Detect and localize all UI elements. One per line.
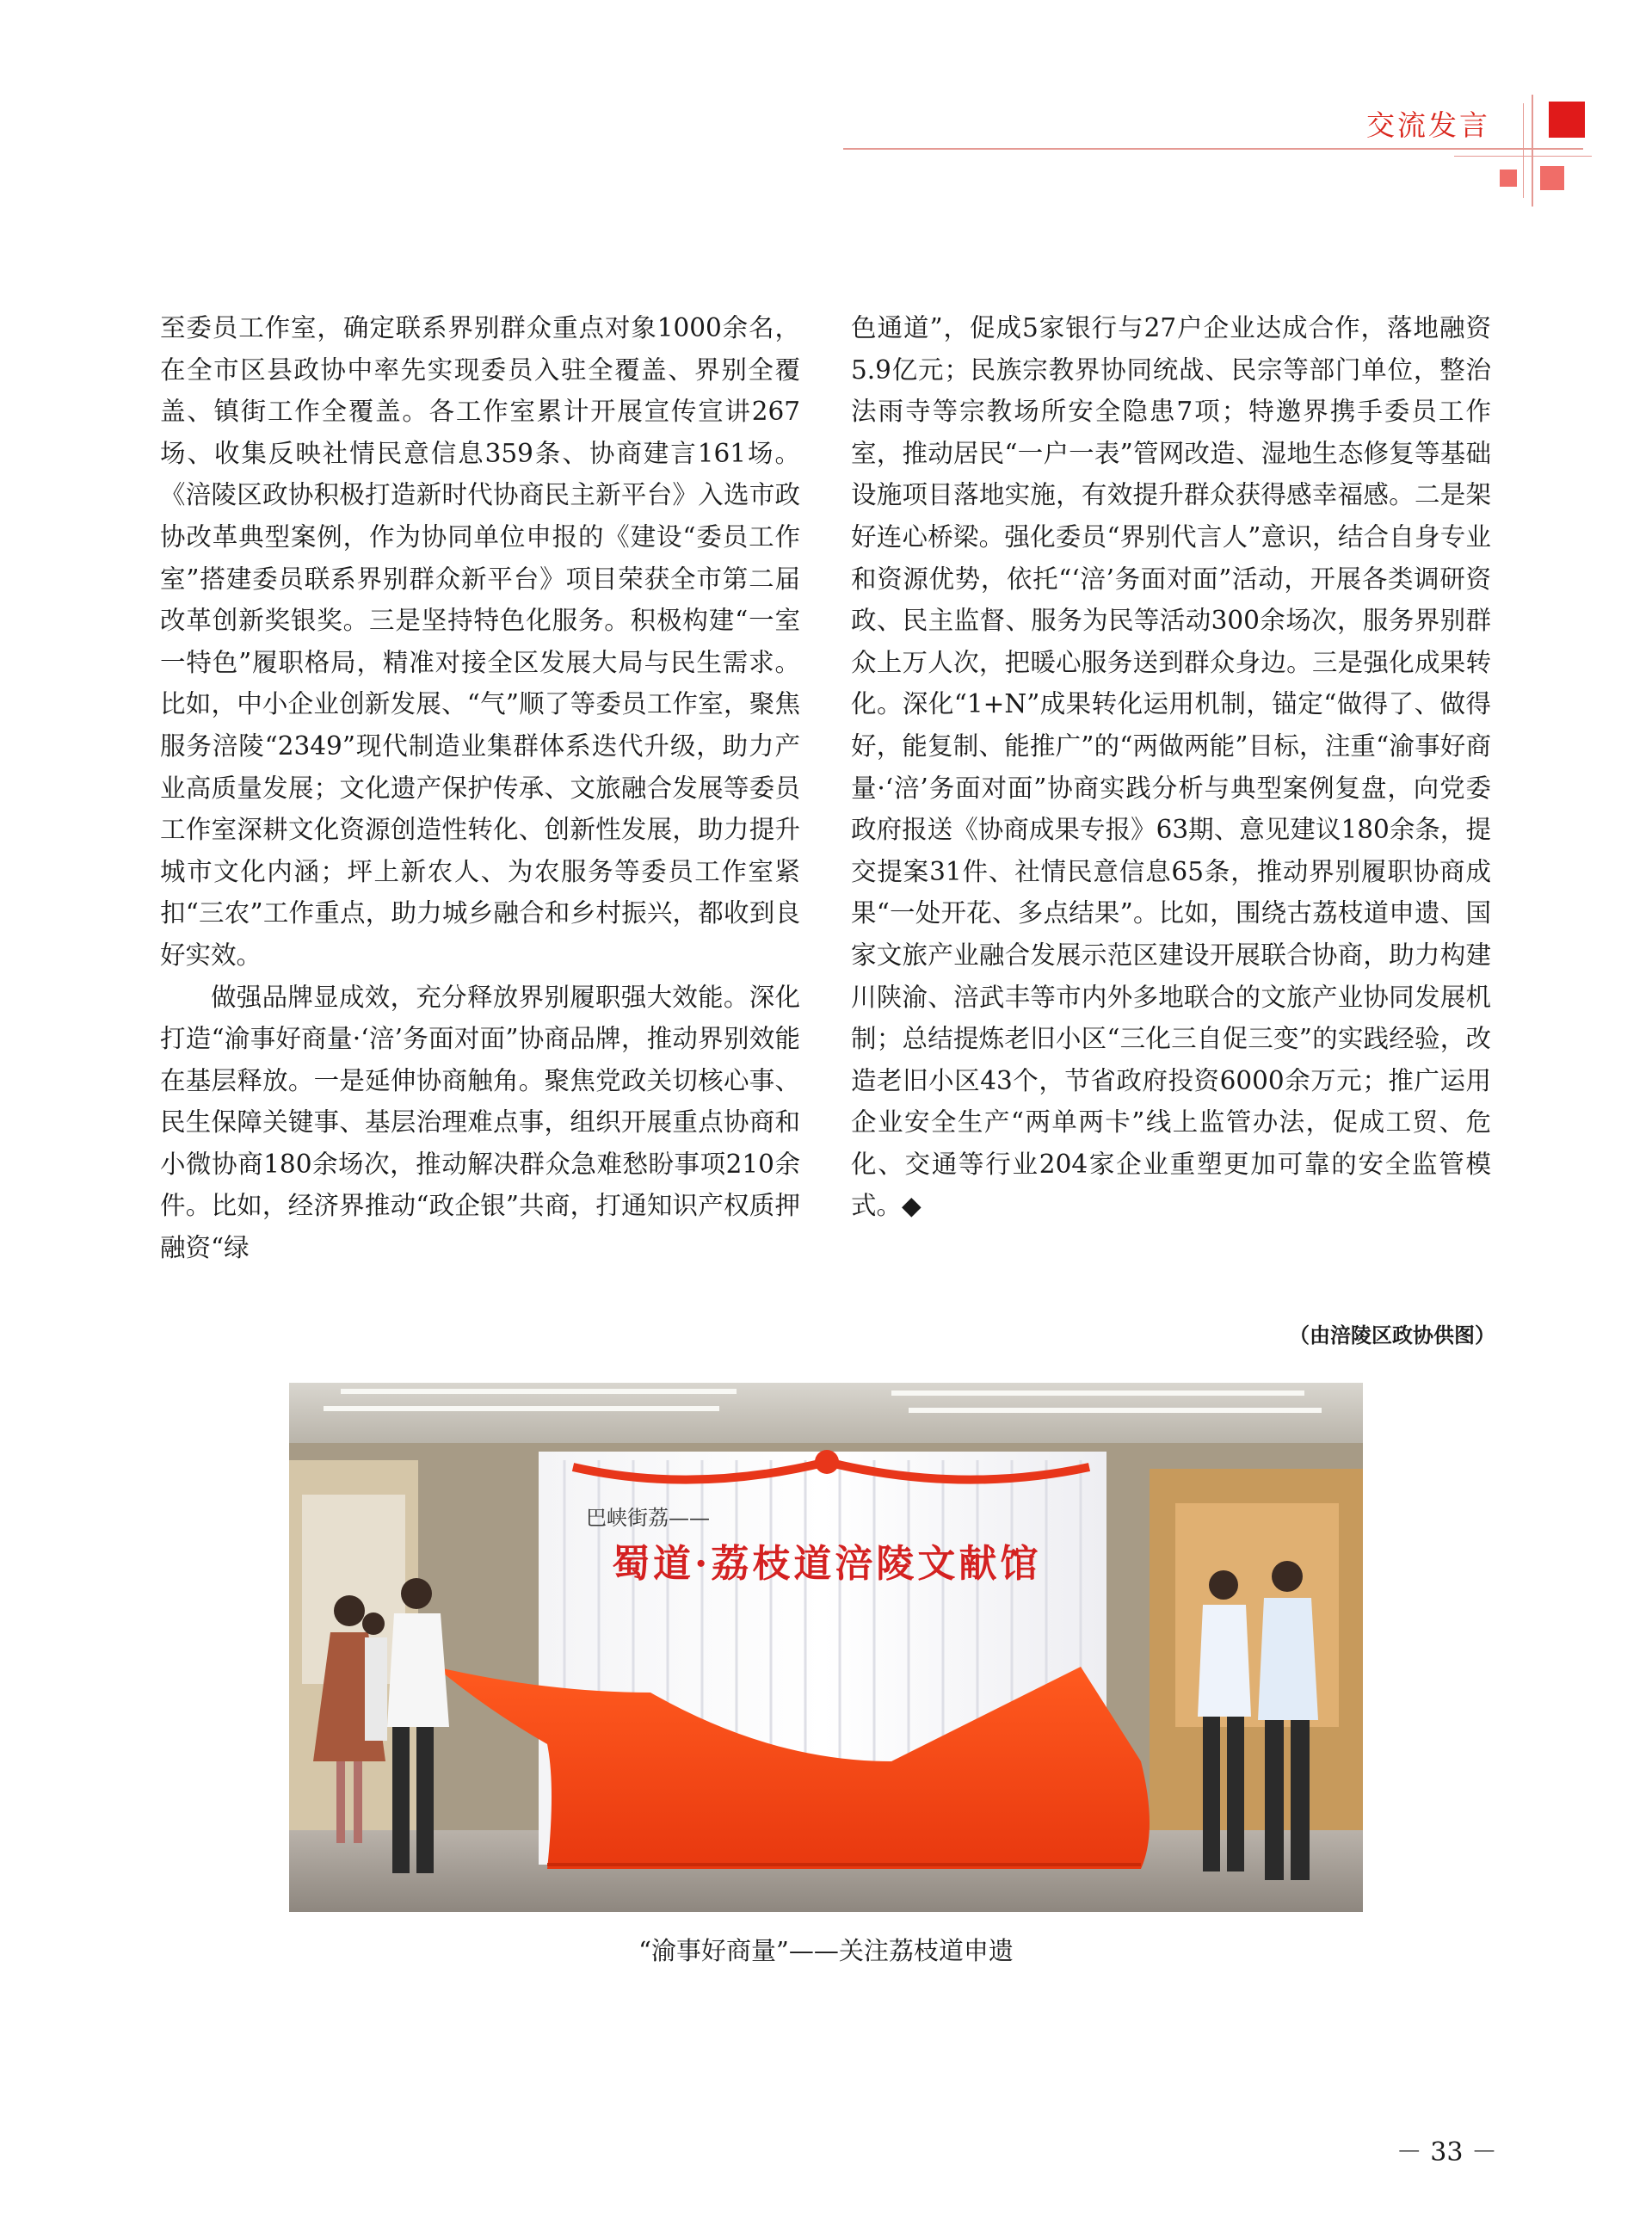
section-title: 交流发言 [1366, 108, 1490, 142]
paragraph: 做强品牌显成效，充分释放界别履职强大效能。深化打造“渝事好商量·‘涪’务面对面”协商品牌，推动界别效能在基层释放。一是延伸协商触角。聚焦党政关切核心事、民生保障关键事、基层治理难点事，组织开展重点协商和小微协商180余场次，推动解决群众急难愁盼事项210余件。比如，经济界推动“政企银”共商，打通知识产权质押融资“绿 [160, 982, 800, 1263]
header-vertical-rule [1532, 95, 1533, 207]
photo-caption: “渝事好商量”——关注荔枝道申遗 [638, 1936, 1014, 1965]
paragraph: 至委员工作室，确定联系界别群众重点对象1000余名，在全市区县政协中率先实现委员入驻全覆盖、界别全覆盖、镇街工作全覆盖。各工作室累计开展宣传宣讲267场、收集反映社情民意信息359条、协商建言161场。《涪陵区政协积极打造新时代协商民主新平台》入选市政协改革典型案例，作为协同单位申报的《建设“委员工作室”搭建委员联系界别群众新平台》项目荣获全市第二届改革创新奖银奖。三是坚持特色化服务。积极构建“一室一特色”履职格局，精准对接全区发展大局与民生需求。比如，中小企业创新发展、“气”顺了等委员工作室，聚焦服务涪陵“2349”现代制造业集群体系迭代升级，助力产业高质量发展；文化遗产保护传承、文旅融合发展等委员工作室深耕文化资源创造性转化、创新性发展，助力提升城市文化内涵；坪上新农人、为农服务等委员工作室紧扣“三农”工作重点，助力城乡融合和乡村振兴，都收到良好实效。 [160, 313, 800, 970]
sign-small-text: 巴峡街荔—— [586, 1506, 710, 1530]
header-small-square [1540, 166, 1564, 190]
paragraph: 色通道”，促成5家银行与27户企业达成合作，落地融资5.9亿元；民族宗教界协同统战、民宗等部门单位，整治法雨寺等宗教场所安全隐患7项；特邀界携手委员工作室，推动居民“一户一表”管网改造、湿地生态修复等基础设施项目落地实施，有效提升群众获得感幸福感。二是架好连心桥梁。强化委员“界别代言人”意识，结合自身专业和资源优势，依托“‘涪’务面对面”活动，开展各类调研资政、民主监督、服务为民等活动300余场次，服务界别群众上万人次，把暖心服务送到群众身边。三是强化成果转化。深化“1+N”成果转化运用机制，锚定“做得了、做得好，能复制、能推广”的“两做两能”目标，注重“渝事好商量·‘涪’务面对面”协商实践分析与典型案例复盘，向党委政府报送《协商成果专报》63期、意见建议180余条，提交提案31件、社情民意信息65条，推动界别履职协商成果“一处开花、多点结果”。比如，围绕古荔枝道申遗、国家文旅产业融合发展示范区建设开展联合协商，助力构建川陕渝、涪武丰等市内外多地联合的文旅产业协同发展机制；总结提炼老旧小区“三化三自促三变”的实践经验，改造老旧小区43个，节省政府投资6000余万元；推广运用企业安全生产“两单两卡”线上监管办法，促成工贸、危化、交通等行业204家企业重塑更加可靠的安全监管模式。◆ [851, 313, 1491, 1221]
sign-main-text: 蜀道·荔枝道涪陵文献馆 [612, 1542, 1042, 1586]
photo-credit: （由涪陵区政协供图） [1289, 1323, 1495, 1347]
header-small-square [1500, 170, 1517, 187]
page-number: － 33 － [1396, 2137, 1497, 2167]
ceremony-photo [289, 1383, 1363, 1912]
header-red-square [1549, 102, 1585, 138]
header-vertical-rule-thin [1523, 103, 1524, 198]
left-text-column [160, 307, 800, 1269]
right-text-column [851, 307, 1491, 1227]
header-rule [843, 148, 1583, 150]
